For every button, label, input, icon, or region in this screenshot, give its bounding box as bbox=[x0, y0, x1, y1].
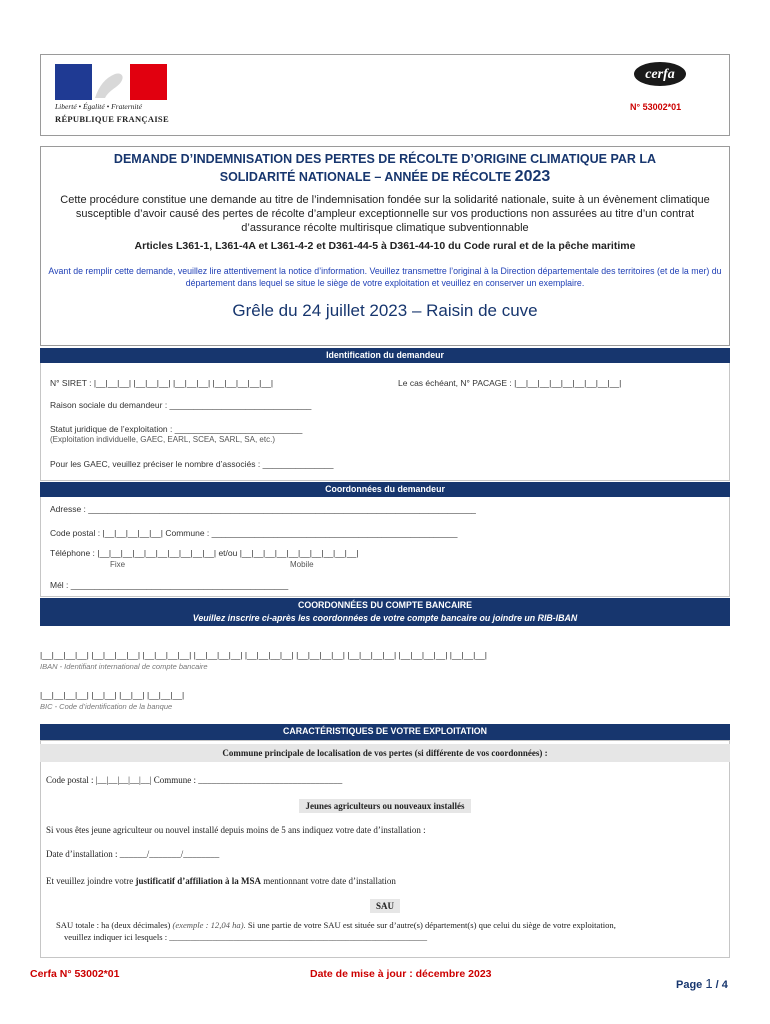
sau-text[interactable] bbox=[56, 920, 616, 930]
page-total: / 4 bbox=[712, 979, 728, 991]
commune-pertes-heading: Commune principale de localisation de vos pertes (si différente de vos coordonnées) : bbox=[40, 744, 730, 762]
jeunes-text: Si vous êtes jeune agriculteur ou nouvel installé depuis moins de 5 ans indiquez votre date d’installation : bbox=[46, 825, 426, 835]
justif-part-a: Et veuillez joindre votre bbox=[46, 876, 136, 886]
identification-heading: Identification du demandeur bbox=[40, 348, 730, 363]
sau-heading-wrap bbox=[0, 896, 770, 914]
page-indicator bbox=[676, 976, 728, 991]
cerfa-number: N° 53002*01 bbox=[630, 102, 682, 112]
iban-label: IBAN - Identifiant international de compte bancaire bbox=[40, 662, 208, 671]
title-annee: – ANNÉE DE RÉCOLTE bbox=[370, 170, 515, 184]
banque-heading-bar bbox=[40, 598, 730, 626]
marianne-logo-icon bbox=[55, 64, 167, 100]
cerfa-logo-icon bbox=[633, 60, 687, 88]
footer-cerfa: Cerfa N° 53002*01 bbox=[30, 968, 120, 980]
banque-subheading: Veuillez inscrire ci-après les coordonnées de votre compte bancaire ou joindre un RIB-IBAN bbox=[192, 613, 578, 623]
republic-motto: Liberté • Égalité • Fraternité bbox=[55, 102, 142, 111]
exploitation-code-postal-field[interactable]: Code postal : |__|__|__|__|__| Commune : ________________________________ bbox=[46, 775, 343, 785]
bic-label: BIC - Code d’identification de la banque bbox=[40, 702, 173, 711]
form-title bbox=[44, 150, 726, 186]
sau-example: (exemple : 12,04 ha). bbox=[172, 920, 246, 930]
form-title-line2 bbox=[44, 168, 726, 186]
title-year: 2023 bbox=[514, 168, 551, 185]
justif-part-c: mentionnant votre date d’installation bbox=[260, 876, 396, 886]
iban-field[interactable]: |__|__|__|__| |__|__|__|__| |__|__|__|__| |__|__|__|__| |__|__|__|__| |__|__|__|__| |__|__|__|__| |__|__|__|__| |__|__|__| bbox=[40, 650, 487, 660]
mel-field[interactable]: Mél : ______________________________________________ bbox=[50, 580, 289, 590]
legal-articles: Articles L361-1, L361-4A et L361-4-2 et D361-44-5 à D361-44-10 du Code rural et de la pêche maritime bbox=[134, 240, 636, 252]
justif-part-b: justificatif d’affiliation à la MSA bbox=[135, 876, 261, 886]
republic-name: RÉPUBLIQUE FRANÇAISE bbox=[55, 114, 169, 124]
telephone-fixe-label: Fixe bbox=[110, 560, 126, 569]
telephone-mobile-label: Mobile bbox=[290, 560, 314, 569]
notice-text: Avant de remplir cette demande, veuillez lire attentivement la notice d’information. Veuillez transmettre l’original à la Direction départementale des territoires (et de la mer) du département dans lequel se situe le siège de votre exploitation et veuillez en conserver un exemplaire. bbox=[48, 266, 722, 288]
exploitation-heading: CARACTÉRISTIQUES DE VOTRE EXPLOITATION bbox=[40, 724, 730, 740]
jeunes-heading: Jeunes agriculteurs ou nouveaux installés bbox=[299, 799, 470, 813]
title-solidarite: SOLIDARITÉ NATIONALE bbox=[219, 170, 371, 184]
jeunes-heading-wrap bbox=[0, 796, 770, 814]
raison-sociale-field[interactable]: Raison sociale du demandeur : ______________________________ bbox=[50, 400, 312, 410]
sau-heading: SAU bbox=[370, 899, 400, 913]
sau-part-a: SAU totale : bbox=[56, 920, 102, 930]
code-postal-commune-field[interactable]: Code postal : |__|__|__|__|__| Commune : ____________________________________________________ bbox=[50, 528, 458, 538]
telephone-field[interactable]: Téléphone : |__|__|__|__|__|__|__|__|__|__| et/ou |__|__|__|__|__|__|__|__|__|__| bbox=[50, 548, 359, 558]
statut-juridique-field[interactable]: Statut juridique de l’exploitation : ___________________________ bbox=[50, 424, 303, 434]
adresse-field[interactable]: Adresse : __________________________________________________________________________________ bbox=[50, 504, 476, 514]
statut-examples: (Exploitation individuelle, GAEC, EARL, SCEA, SARL, SA, etc.) bbox=[50, 435, 275, 444]
justificatif-msa-text bbox=[46, 876, 396, 886]
form-title-line1: DEMANDE D’INDEMNISATION DES PERTES DE RÉCOLTE D’ORIGINE CLIMATIQUE PAR LA bbox=[113, 152, 657, 166]
footer-date: Date de mise à jour : décembre 2023 bbox=[310, 968, 492, 980]
event-title: Grêle du 24 juillet 2023 – Raisin de cuve bbox=[232, 301, 538, 320]
page-label: Page bbox=[676, 979, 706, 991]
sau-departements-field[interactable]: veuillez indiquer ici lesquels : ____________________________________________________________ bbox=[64, 932, 428, 942]
sau-part-b: ha (deux décimales) bbox=[101, 920, 173, 930]
banque-heading: COORDONNÉES DU COMPTE BANCAIRE bbox=[298, 600, 472, 610]
intro-text: Cette procédure constitue une demande au titre de l’indemnisation fondée sur la solidarité nationale, suite à un évènement climatique susceptible d’avoir causé des pertes de récolte d’ampleur exceptionnelle sur vos productions non assurées au titre d’un contrat d’assurance récolte multirisque climatique subventionnable bbox=[60, 194, 710, 234]
coordonnees-heading: Coordonnées du demandeur bbox=[40, 482, 730, 497]
date-installation-field[interactable]: Date d’installation : ______/_______/________ bbox=[46, 849, 220, 859]
cerfa-logo-text: cerfa bbox=[645, 67, 675, 82]
bic-field[interactable]: |__|__|__|__| |__|__| |__|__| |__|__|__| bbox=[40, 690, 185, 700]
sau-part-c: Si une partie de votre SAU est située sur d’autre(s) département(s) que celui du siège de votre exploitation, bbox=[245, 920, 616, 930]
gaec-associes-field[interactable]: Pour les GAEC, veuillez préciser le nombre d’associés : _______________ bbox=[50, 459, 334, 469]
pacage-field[interactable]: Le cas échéant, N° PACAGE : |__|__|__|__|__|__|__|__|__| bbox=[398, 378, 622, 388]
siret-field[interactable]: N° SIRET : |__|__|__| |__|__|__| |__|__|__| |__|__|__|__|__| bbox=[50, 378, 274, 388]
page-number: 1 bbox=[705, 976, 713, 991]
